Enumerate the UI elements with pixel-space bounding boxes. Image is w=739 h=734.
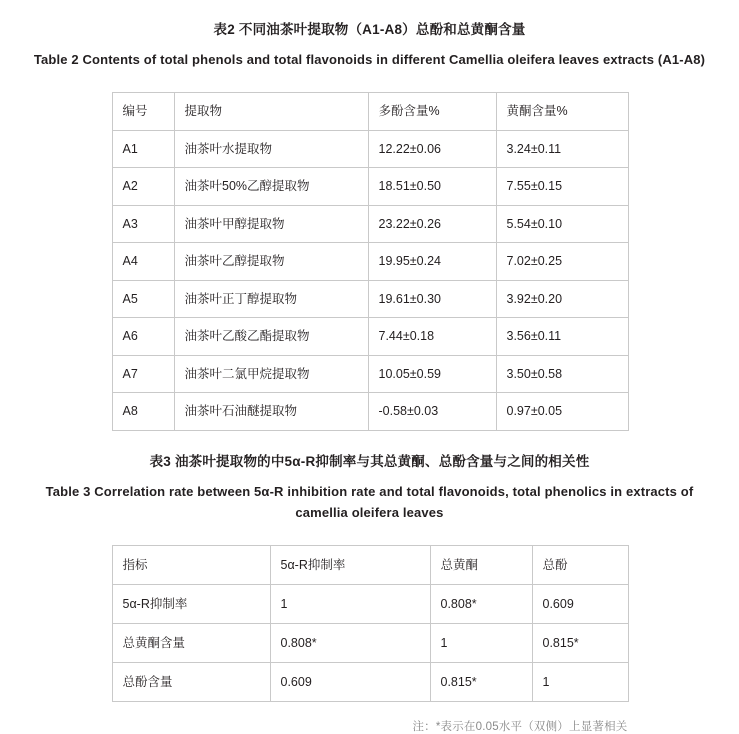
- table2-cell: 12.22±0.06: [368, 130, 496, 168]
- table2-cell: 油茶叶正丁醇提取物: [174, 280, 368, 318]
- table3: [112, 545, 629, 702]
- table-row: [112, 130, 628, 168]
- table3-cell: 0.815*: [430, 663, 532, 702]
- table2-header-cell: 提取物: [174, 93, 368, 131]
- table3-cell: 0.815*: [532, 624, 628, 663]
- table3-title-en: Table 3 Correlation rate between 5α-R inhibition rate and total flavonoids, total phenolics in extracts of camellia oleifera leaves: [45, 484, 694, 520]
- table2-cell: 油茶叶乙醇提取物: [174, 243, 368, 281]
- table3-cell: 总酚含量: [112, 663, 270, 702]
- table2-cell: 19.95±0.24: [368, 243, 496, 281]
- table3-cell: 0.609: [532, 585, 628, 624]
- table2-cell: 23.22±0.26: [368, 205, 496, 243]
- table3-cell: 5α-R抑制率: [112, 585, 270, 624]
- table-row: [112, 318, 628, 356]
- table2-cell: 18.51±0.50: [368, 168, 496, 206]
- table-header-row: [112, 546, 628, 585]
- table-row: [112, 355, 628, 393]
- table2-cell: 3.24±0.11: [496, 130, 628, 168]
- table-row: [112, 624, 628, 663]
- table2-title-cn: 表2 不同油茶叶提取物（A1-A8）总酚和总黄酮含量: [213, 22, 526, 37]
- table-row: [112, 243, 628, 281]
- table2-cell: 10.05±0.59: [368, 355, 496, 393]
- table3-note: 注：*表示在0.05水平（双侧）上显著相关: [412, 721, 628, 733]
- table2-cell: A6: [112, 318, 174, 356]
- table2-wrapper: [112, 92, 628, 431]
- table-row: [112, 168, 628, 206]
- table2-header-cell: 多酚含量%: [368, 93, 496, 131]
- table-row: [112, 280, 628, 318]
- table3-cell: 1: [270, 585, 430, 624]
- table2-cell: 油茶叶二氯甲烷提取物: [174, 355, 368, 393]
- table2-cell: 油茶叶甲醇提取物: [174, 205, 368, 243]
- table2: [112, 92, 629, 431]
- table2-cell: A2: [112, 168, 174, 206]
- table3-section: [0, 450, 739, 734]
- table2-cell: 3.50±0.58: [496, 355, 628, 393]
- table2-cell: A4: [112, 243, 174, 281]
- table2-cell: 油茶叶水提取物: [174, 130, 368, 168]
- table2-cell: A1: [112, 130, 174, 168]
- table3-cell: 0.609: [270, 663, 430, 702]
- table2-cell: 油茶叶石油醚提取物: [174, 393, 368, 431]
- table3-cell: 0.808*: [430, 585, 532, 624]
- table2-header-cell: 黄酮含量%: [496, 93, 628, 131]
- table3-cell: 0.808*: [270, 624, 430, 663]
- table2-cell: A5: [112, 280, 174, 318]
- table3-header-cell: 5α-R抑制率: [270, 546, 430, 585]
- table2-cell: -0.58±0.03: [368, 393, 496, 431]
- table3-wrapper: [112, 545, 628, 702]
- table2-cell: 油茶叶乙酸乙酯提取物: [174, 318, 368, 356]
- table3-cell: 1: [430, 624, 532, 663]
- table3-cell: 总黄酮含量: [112, 624, 270, 663]
- table2-cell: 19.61±0.30: [368, 280, 496, 318]
- table3-header-cell: 指标: [112, 546, 270, 585]
- table2-header-cell: 编号: [112, 93, 174, 131]
- table2-title-en: Table 2 Contents of total phenols and total flavonoids in different Camellia oleifera leaves extracts (A1-A8): [33, 52, 706, 67]
- table2-cell: 3.92±0.20: [496, 280, 628, 318]
- table2-cell: A7: [112, 355, 174, 393]
- table-row: [112, 393, 628, 431]
- table2-cell: 0.97±0.05: [496, 393, 628, 431]
- table-row: [112, 205, 628, 243]
- table2-cell: 7.44±0.18: [368, 318, 496, 356]
- table3-cell: 1: [532, 663, 628, 702]
- table3-title-cn: 表3 油茶叶提取物的中5α-R抑制率与其总黄酮、总酚含量与之间的相关性: [149, 454, 590, 469]
- table2-cell: 3.56±0.11: [496, 318, 628, 356]
- table2-cell: 5.54±0.10: [496, 205, 628, 243]
- table2-cell: 油茶叶50%乙醇提取物: [174, 168, 368, 206]
- table3-header-cell: 总黄酮: [430, 546, 532, 585]
- table2-cell: A8: [112, 393, 174, 431]
- table-row: [112, 663, 628, 702]
- table2-cell: 7.55±0.15: [496, 168, 628, 206]
- table-row: [112, 585, 628, 624]
- table-header-row: [112, 93, 628, 131]
- table2-cell: A3: [112, 205, 174, 243]
- table3-header-cell: 总酚: [532, 546, 628, 585]
- table2-cell: 7.02±0.25: [496, 243, 628, 281]
